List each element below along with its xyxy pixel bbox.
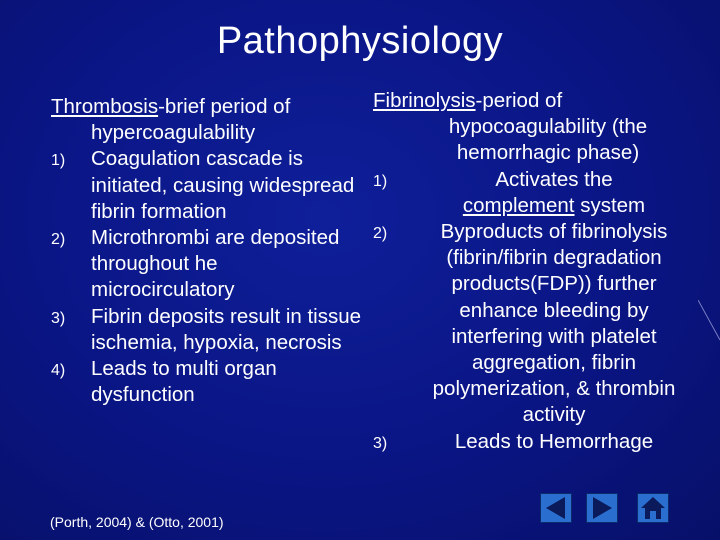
thrombosis-heading-continuation: hypercoagulability: [91, 121, 256, 145]
arrow-left-icon: [540, 493, 572, 523]
thrombosis-heading: [51, 94, 366, 146]
thrombosis-column: [51, 94, 366, 408]
item-text: Fibrin deposits result in tissue ischemia, hypoxia, necrosis: [91, 304, 362, 354]
item-text: Coagulation cascade is initiated, causing widespread fibrin formation: [91, 147, 355, 223]
list-item: [51, 225, 366, 304]
list-item: [373, 219, 693, 429]
slide-title: Pathophysiology: [216, 20, 504, 62]
item-number: 3): [373, 434, 388, 452]
item-number: 1): [51, 152, 66, 170]
item-text: Microthrombi are deposited throughout he microcirculatory: [91, 226, 340, 302]
fibrinolysis-heading: [373, 88, 693, 114]
item-text: Byproducts of fibrinolysis (fibrin/fibrin degradation products(FDP)) further enhance bleeding by interfering with platelet aggregation, fibrin polymerization, & thrombin activity: [432, 220, 676, 427]
next-slide-button[interactable]: [586, 493, 618, 523]
item-text: Leads to Hemorrhage: [454, 429, 654, 453]
item-number: 4): [51, 362, 66, 380]
complement-link[interactable]: complement: [462, 193, 575, 217]
item-text: Activates the: [495, 167, 613, 191]
list-item: [51, 304, 366, 356]
thrombosis-heading-text: -brief period of: [158, 95, 291, 118]
item-text-suffix: system: [574, 193, 646, 217]
fibrinolysis-heading-text: -period of: [475, 89, 563, 112]
item-text: Leads to multi organ dysfunction: [91, 357, 277, 407]
list-item: [51, 146, 366, 225]
item-number: 2): [373, 225, 388, 243]
fibrinolysis-link[interactable]: Fibrinolysis: [373, 89, 476, 112]
fibrinolysis-heading-continuation: hypocoagulability (the hemorrhagic phase): [448, 115, 648, 165]
item-number: 2): [51, 231, 66, 249]
list-item: [51, 356, 366, 408]
list-item: [373, 429, 693, 455]
home-button[interactable]: [637, 493, 669, 523]
citation: (Porth, 2004) & (Otto, 2001): [50, 514, 224, 530]
previous-slide-button[interactable]: [540, 493, 572, 523]
arrow-right-icon: [586, 493, 618, 523]
item-number: 3): [51, 309, 66, 327]
thrombosis-list: [51, 146, 366, 408]
decorative-line: [698, 300, 720, 360]
thrombosis-link[interactable]: Thrombosis: [51, 95, 159, 118]
item-number: 1): [373, 172, 388, 190]
list-item: [373, 167, 693, 219]
fibrinolysis-column: [373, 88, 693, 455]
home-icon: [637, 493, 669, 523]
fibrinolysis-list: [373, 167, 693, 455]
